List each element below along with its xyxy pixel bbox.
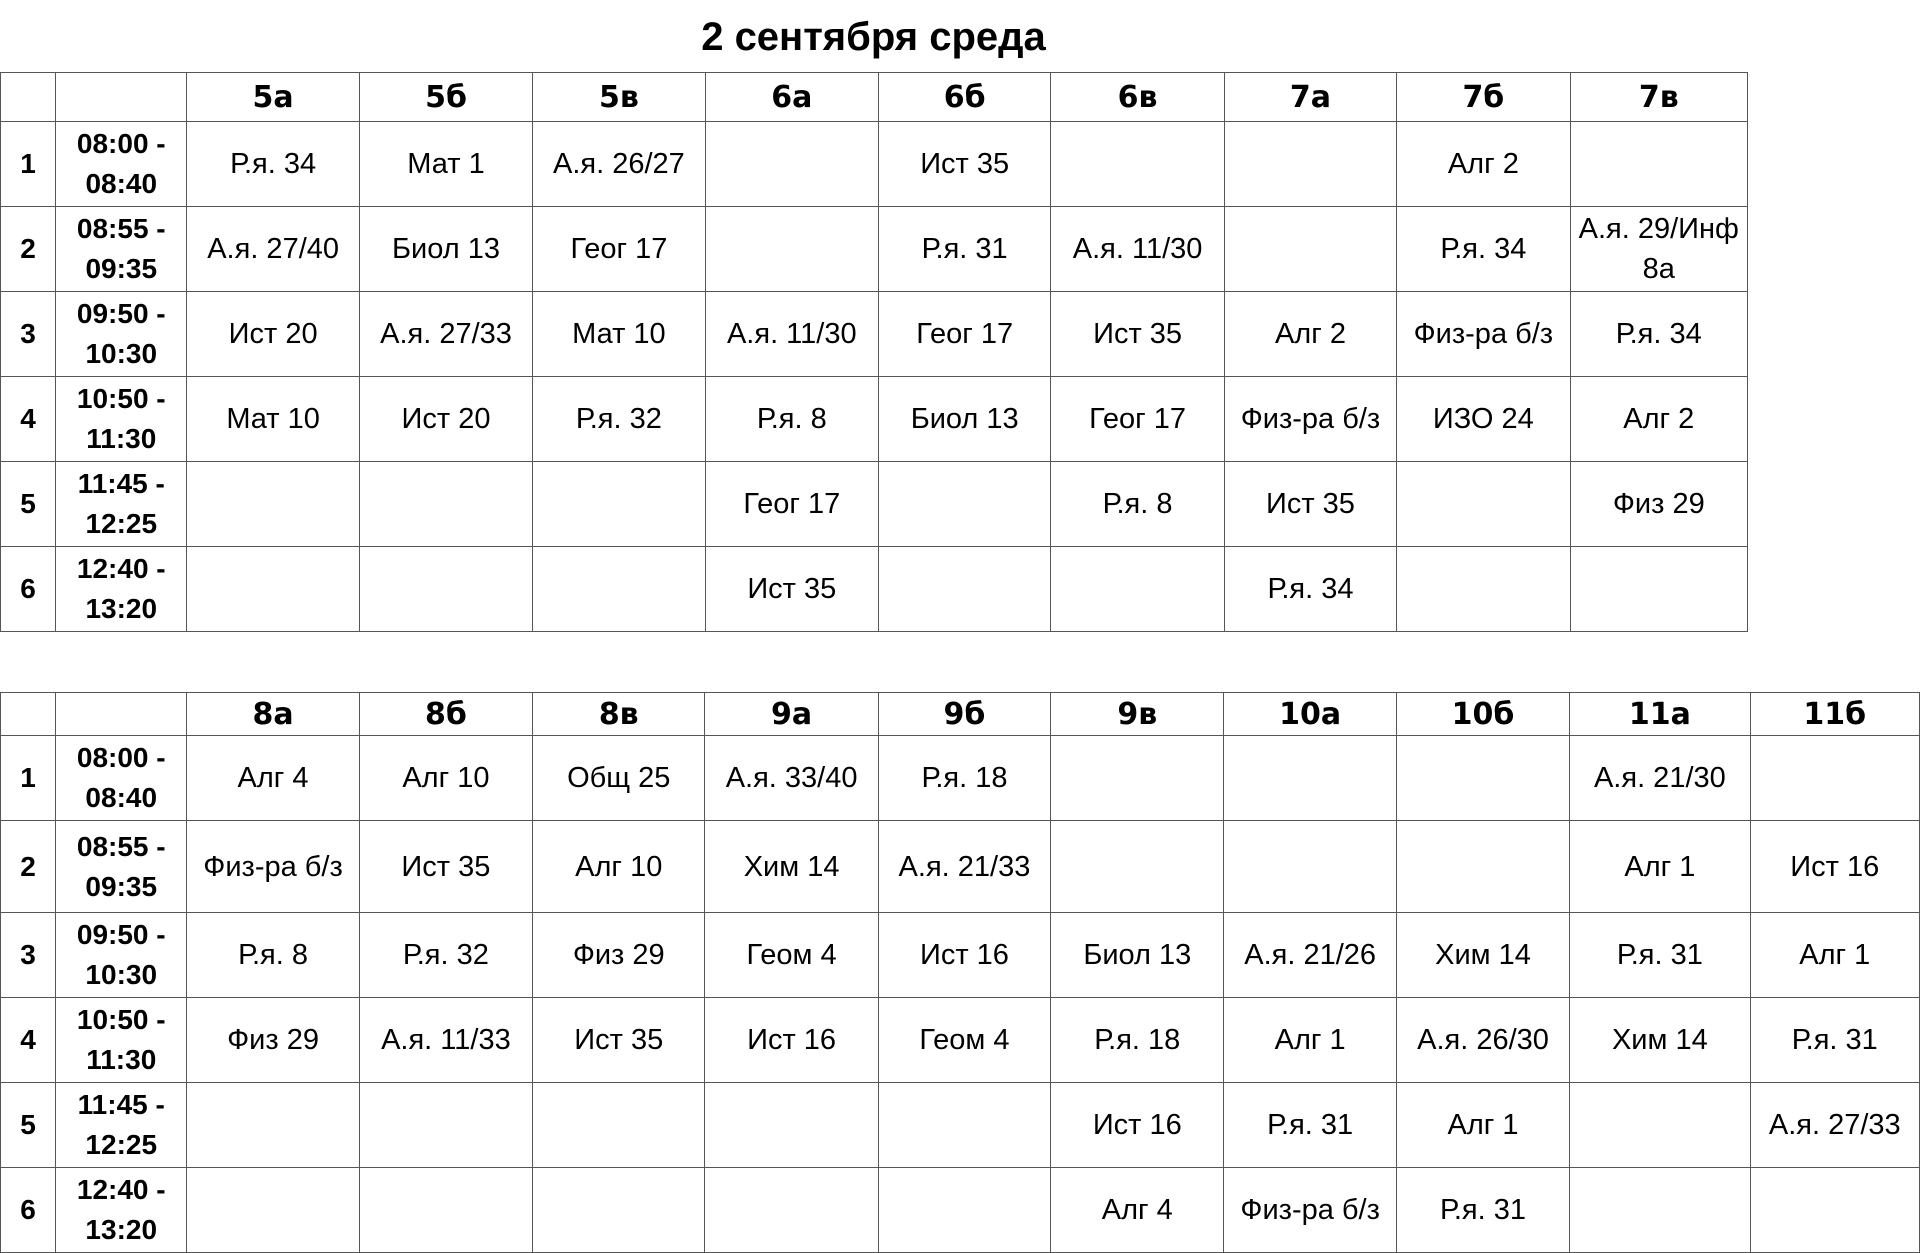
lesson-cell: Геог 17 bbox=[1051, 377, 1224, 462]
lesson-time bbox=[56, 207, 187, 292]
lesson-number: 5 bbox=[1, 462, 56, 547]
lesson-cell: Ист 16 bbox=[1750, 821, 1919, 913]
lesson-start-time: 08:55 - bbox=[76, 830, 166, 862]
lesson-cell: Ист 35 bbox=[705, 547, 878, 632]
lesson-cell: Физ 29 bbox=[187, 998, 359, 1083]
lesson-cell: Физ-ра б/з bbox=[187, 821, 359, 913]
lesson-cell: ИЗО 24 bbox=[1397, 377, 1570, 462]
lesson-cell: Р.я. 31 bbox=[1570, 913, 1750, 998]
lesson-cell: Геом 4 bbox=[705, 913, 878, 998]
lesson-number: 6 bbox=[1, 1168, 56, 1253]
lesson-cell bbox=[1051, 821, 1224, 913]
lesson-cell: Р.я. 31 bbox=[1750, 998, 1919, 1083]
lesson-cell: Р.я. 32 bbox=[359, 913, 532, 998]
lesson-cell: Геог 17 bbox=[705, 462, 878, 547]
lesson-cell bbox=[533, 1083, 705, 1168]
lesson-cell bbox=[878, 1083, 1050, 1168]
lesson-cell: Ист 35 bbox=[1224, 462, 1396, 547]
lesson-cell bbox=[1224, 736, 1396, 821]
class-header: 8в bbox=[533, 693, 705, 736]
lesson-time bbox=[56, 821, 187, 913]
lesson-row bbox=[1, 998, 1920, 1083]
lesson-cell bbox=[359, 1083, 532, 1168]
lesson-cell: Р.я. 18 bbox=[878, 736, 1050, 821]
lesson-cell: Р.я. 34 bbox=[1397, 207, 1570, 292]
lesson-cell: Алг 10 bbox=[359, 736, 532, 821]
class-header: 5а bbox=[187, 73, 359, 122]
lesson-cell: А.я. 26/27 bbox=[533, 122, 705, 207]
lesson-end-time: 12:25 bbox=[85, 508, 158, 539]
lesson-cell: А.я. 33/40 bbox=[705, 736, 878, 821]
class-header: 8б bbox=[359, 693, 532, 736]
lesson-time bbox=[56, 547, 187, 632]
lesson-cell bbox=[1051, 547, 1224, 632]
lesson-start-time: 12:40 - bbox=[76, 1174, 166, 1205]
lesson-cell: А.я. 27/33 bbox=[1750, 1083, 1919, 1168]
lesson-cell: Алг 1 bbox=[1396, 1083, 1569, 1168]
lesson-cell: Р.я. 34 bbox=[187, 122, 359, 207]
lesson-cell: Хим 14 bbox=[1570, 998, 1750, 1083]
class-header: 6а bbox=[705, 73, 878, 122]
schedule-table-grades-5-7 bbox=[0, 72, 1748, 632]
lesson-cell bbox=[705, 1083, 878, 1168]
lesson-cell bbox=[187, 547, 359, 632]
lesson-cell bbox=[1570, 1083, 1750, 1168]
class-header: 8а bbox=[187, 693, 359, 736]
lesson-time bbox=[56, 1168, 187, 1253]
lesson-row bbox=[1, 1083, 1920, 1168]
lesson-cell: Геог 17 bbox=[878, 292, 1050, 377]
lesson-cell bbox=[1570, 122, 1747, 207]
lesson-cell: Мат 10 bbox=[533, 292, 705, 377]
lesson-cell: Ист 35 bbox=[533, 998, 705, 1083]
lesson-cell: Ист 20 bbox=[187, 292, 359, 377]
lesson-start-time: 10:50 - bbox=[76, 383, 166, 414]
class-header: 11а bbox=[1570, 693, 1750, 736]
schedule-table-grades-8-11 bbox=[0, 692, 1920, 1253]
header-row bbox=[1, 693, 1920, 736]
lesson-start-time: 10:50 - bbox=[76, 1004, 166, 1035]
lesson-cell bbox=[705, 207, 878, 292]
lesson-cell bbox=[1396, 821, 1569, 913]
lesson-cell bbox=[1396, 736, 1569, 821]
lesson-cell bbox=[1051, 736, 1224, 821]
lesson-cell: Мат 10 bbox=[187, 377, 359, 462]
lesson-cell: Алг 2 bbox=[1570, 377, 1747, 462]
lesson-cell bbox=[1397, 462, 1570, 547]
lesson-time bbox=[56, 998, 187, 1083]
lesson-cell bbox=[1570, 547, 1747, 632]
lesson-cell: Биол 13 bbox=[1051, 913, 1224, 998]
lesson-cell bbox=[1224, 122, 1396, 207]
lesson-end-time: 10:30 bbox=[85, 338, 158, 369]
lesson-cell: А.я. 27/33 bbox=[359, 292, 532, 377]
lesson-start-time: 09:50 - bbox=[76, 298, 166, 329]
lesson-cell bbox=[705, 122, 878, 207]
lesson-cell: Ист 16 bbox=[1051, 1083, 1224, 1168]
lesson-time bbox=[56, 736, 187, 821]
lesson-cell bbox=[187, 462, 359, 547]
lesson-cell bbox=[533, 547, 705, 632]
lesson-cell: Р.я. 34 bbox=[1570, 292, 1747, 377]
lesson-number: 2 bbox=[1, 207, 56, 292]
class-header: 9а bbox=[705, 693, 878, 736]
lesson-cell bbox=[187, 1168, 359, 1253]
class-header: 9в bbox=[1051, 693, 1224, 736]
lesson-cell: Алг 1 bbox=[1750, 913, 1919, 998]
class-header: 11б bbox=[1750, 693, 1919, 736]
lesson-row bbox=[1, 207, 1748, 292]
lesson-cell bbox=[533, 1168, 705, 1253]
lesson-cell: А.я. 21/33 bbox=[878, 821, 1050, 913]
lesson-cell: Ист 16 bbox=[705, 998, 878, 1083]
empty-header-num bbox=[1, 73, 56, 122]
lesson-cell bbox=[878, 462, 1050, 547]
lesson-cell: Хим 14 bbox=[705, 821, 878, 913]
lesson-number: 3 bbox=[1, 292, 56, 377]
lesson-cell bbox=[878, 547, 1050, 632]
lesson-cell: Биол 13 bbox=[359, 207, 532, 292]
class-header: 6б bbox=[878, 73, 1050, 122]
lesson-cell: Ист 16 bbox=[878, 913, 1050, 998]
lesson-cell: Алг 4 bbox=[187, 736, 359, 821]
lesson-cell: Физ 29 bbox=[533, 913, 705, 998]
class-header: 7а bbox=[1224, 73, 1396, 122]
lesson-time bbox=[56, 462, 187, 547]
lesson-cell: Р.я. 32 bbox=[533, 377, 705, 462]
lesson-time bbox=[56, 122, 187, 207]
lesson-cell bbox=[1750, 736, 1919, 821]
lesson-cell: Р.я. 8 bbox=[187, 913, 359, 998]
lesson-cell: Физ 29 bbox=[1570, 462, 1747, 547]
lesson-cell: Физ-ра б/з bbox=[1397, 292, 1570, 377]
lesson-time bbox=[56, 377, 187, 462]
lesson-number: 3 bbox=[1, 913, 56, 998]
lesson-number: 2 bbox=[1, 821, 56, 913]
lesson-cell: Алг 1 bbox=[1570, 821, 1750, 913]
lesson-end-time: 08:40 bbox=[85, 168, 158, 199]
lesson-cell: А.я. 21/26 bbox=[1224, 913, 1396, 998]
lesson-cell: Алг 4 bbox=[1051, 1168, 1224, 1253]
empty-header-time bbox=[56, 73, 187, 122]
lesson-cell: Алг 2 bbox=[1397, 122, 1570, 207]
lesson-start-time: 09:50 - bbox=[76, 919, 166, 950]
lesson-row bbox=[1, 292, 1748, 377]
lesson-cell bbox=[878, 1168, 1050, 1253]
lesson-cell: Р.я. 8 bbox=[1051, 462, 1224, 547]
lesson-cell bbox=[1397, 547, 1570, 632]
lesson-start-time: 11:45 - bbox=[77, 1089, 165, 1120]
lesson-cell: Р.я. 31 bbox=[1224, 1083, 1396, 1168]
lesson-cell: А.я. 21/30 bbox=[1570, 736, 1750, 821]
lesson-number: 1 bbox=[1, 122, 56, 207]
lesson-row bbox=[1, 1168, 1920, 1253]
lesson-cell bbox=[359, 462, 532, 547]
lesson-start-time: 08:00 - bbox=[76, 128, 166, 159]
lesson-cell bbox=[1750, 1168, 1919, 1253]
lesson-cell: Р.я. 31 bbox=[1396, 1168, 1569, 1253]
empty-header-time bbox=[56, 693, 187, 736]
lesson-end-time: 11:30 bbox=[86, 423, 157, 454]
lesson-cell: Биол 13 bbox=[878, 377, 1050, 462]
header-row bbox=[1, 73, 1748, 122]
lesson-cell: Ист 20 bbox=[359, 377, 532, 462]
lesson-number: 5 bbox=[1, 1083, 56, 1168]
lesson-row bbox=[1, 913, 1920, 998]
lesson-cell: Общ 25 bbox=[533, 736, 705, 821]
lesson-number: 1 bbox=[1, 736, 56, 821]
lesson-start-time: 11:45 - bbox=[77, 468, 165, 499]
lesson-cell: Алг 10 bbox=[533, 821, 705, 913]
lesson-row bbox=[1, 462, 1748, 547]
lesson-end-time: 09:35 bbox=[85, 870, 158, 902]
lesson-row bbox=[1, 736, 1920, 821]
lesson-start-time: 12:40 - bbox=[76, 553, 166, 584]
lesson-cell: А.я. 11/30 bbox=[1051, 207, 1224, 292]
lesson-cell bbox=[1224, 821, 1396, 913]
lesson-end-time: 13:20 bbox=[85, 1214, 158, 1245]
class-header: 10б bbox=[1396, 693, 1569, 736]
class-header: 5б bbox=[359, 73, 532, 122]
lesson-cell: Хим 14 bbox=[1396, 913, 1569, 998]
lesson-time bbox=[56, 913, 187, 998]
class-header: 6в bbox=[1051, 73, 1224, 122]
lesson-number: 4 bbox=[1, 998, 56, 1083]
lesson-cell: Геог 17 bbox=[533, 207, 705, 292]
lesson-cell: А.я. 11/30 bbox=[705, 292, 878, 377]
lesson-cell bbox=[1570, 1168, 1750, 1253]
lesson-cell bbox=[359, 1168, 532, 1253]
lesson-start-time: 08:55 - bbox=[76, 213, 166, 244]
lesson-cell: Ист 35 bbox=[1051, 292, 1224, 377]
lesson-cell: Ист 35 bbox=[878, 122, 1050, 207]
lesson-cell: Р.я. 34 bbox=[1224, 547, 1396, 632]
lesson-cell bbox=[187, 1083, 359, 1168]
page-title: 2 сентября среда bbox=[701, 15, 1046, 59]
class-header: 10а bbox=[1224, 693, 1396, 736]
lesson-time bbox=[56, 1083, 187, 1168]
lesson-cell: Алг 2 bbox=[1224, 292, 1396, 377]
lesson-cell: Мат 1 bbox=[359, 122, 532, 207]
lesson-cell: Физ-ра б/з bbox=[1224, 1168, 1396, 1253]
lesson-cell bbox=[359, 547, 532, 632]
empty-header-num bbox=[1, 693, 56, 736]
lesson-end-time: 11:30 bbox=[86, 1044, 157, 1075]
lesson-cell: Р.я. 8 bbox=[705, 377, 878, 462]
lesson-end-time: 10:30 bbox=[85, 959, 158, 990]
lesson-end-time: 09:35 bbox=[85, 253, 158, 284]
lesson-row bbox=[1, 377, 1748, 462]
lesson-number: 6 bbox=[1, 547, 56, 632]
lesson-cell: Р.я. 31 bbox=[878, 207, 1050, 292]
lesson-cell: А.я. 26/30 bbox=[1396, 998, 1569, 1083]
lesson-cell: Ист 35 bbox=[359, 821, 532, 913]
lesson-cell: Алг 1 bbox=[1224, 998, 1396, 1083]
lesson-cell bbox=[1224, 207, 1396, 292]
class-header: 7б bbox=[1397, 73, 1570, 122]
lesson-cell: А.я. 11/33 bbox=[359, 998, 532, 1083]
lesson-end-time: 08:40 bbox=[85, 782, 158, 813]
lesson-cell bbox=[1051, 122, 1224, 207]
lesson-end-time: 12:25 bbox=[85, 1129, 158, 1160]
lesson-number: 4 bbox=[1, 377, 56, 462]
class-header: 7в bbox=[1570, 73, 1747, 122]
lesson-time bbox=[56, 292, 187, 377]
lesson-row bbox=[1, 547, 1748, 632]
lesson-row bbox=[1, 821, 1920, 913]
lesson-end-time: 13:20 bbox=[85, 593, 158, 624]
lesson-cell: Физ-ра б/з bbox=[1224, 377, 1396, 462]
class-header: 9б bbox=[878, 693, 1050, 736]
lesson-cell bbox=[533, 462, 705, 547]
lesson-cell: А.я. 29/Инф 8а bbox=[1570, 207, 1747, 292]
lesson-cell bbox=[705, 1168, 878, 1253]
lesson-start-time: 08:00 - bbox=[76, 742, 166, 773]
lesson-cell: Геом 4 bbox=[878, 998, 1050, 1083]
lesson-cell: А.я. 27/40 bbox=[187, 207, 359, 292]
class-header: 5в bbox=[533, 73, 705, 122]
lesson-cell: Р.я. 18 bbox=[1051, 998, 1224, 1083]
lesson-row bbox=[1, 122, 1748, 207]
